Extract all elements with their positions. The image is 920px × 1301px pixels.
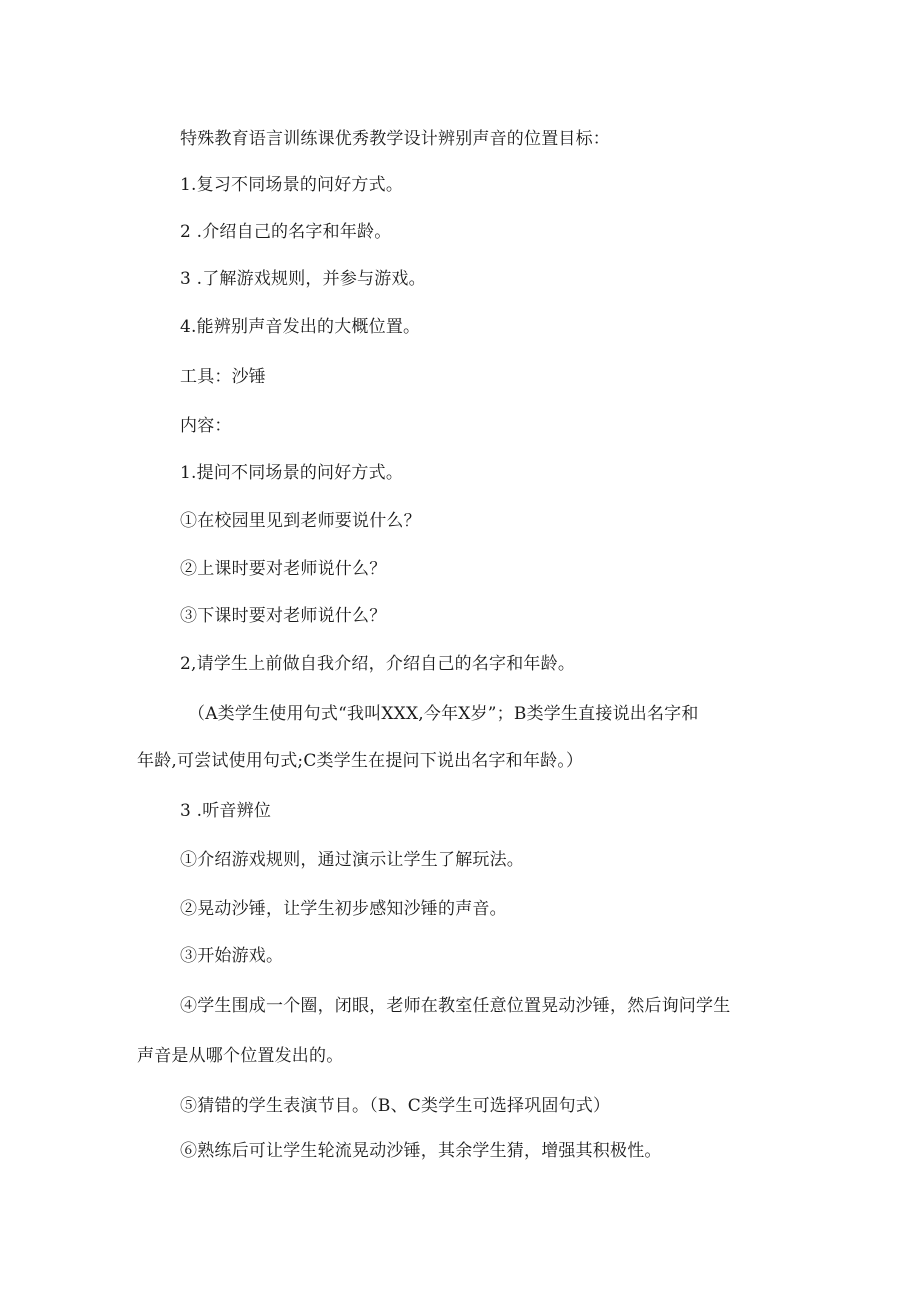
goal-item-2: 2 .介绍自己的名字和年龄。 <box>180 222 392 242</box>
section1-heading: 1.提问不同场景的问好方式。 <box>180 463 404 483</box>
section3-item-1: ①介绍游戏规则，通过演示让学生了解玩法。 <box>180 850 524 870</box>
section2-note-line2: 年龄,可尝试使用句式;C类学生在提问下说出名字和年龄。） <box>137 751 584 771</box>
document-title: 特殊教育语言训练课优秀教学设计辨别声音的位置目标： <box>180 129 610 149</box>
section2-heading: 2,请学生上前做自我介绍，介绍自己的名字和年龄。 <box>180 654 576 674</box>
section3-item-5: ⑤猜错的学生表演节目。（B、C类学生可选择巩固句式） <box>180 1096 611 1116</box>
section1-item-2: ②上课时要对老师说什么？ <box>180 559 387 579</box>
section1-item-1: ①在校园里见到老师要说什么？ <box>180 511 421 531</box>
section2-note-line1: （A类学生使用句式“我叫XXX,今年X岁”；B类学生直接说出名字和 <box>188 704 699 724</box>
goal-item-4: 4.能辨别声音发出的大概位置。 <box>180 317 421 337</box>
content-heading: 内容： <box>180 416 232 436</box>
section3-item-3: ③开始游戏。 <box>180 946 284 966</box>
section3-item-6: ⑥熟练后可让学生轮流晃动沙锤，其余学生猜，增强其积极性。 <box>180 1141 662 1161</box>
goal-item-1: 1.复习不同场景的问好方式。 <box>180 175 404 195</box>
section3-item-4-line1: ④学生围成一个圈，闭眼，老师在教室任意位置晃动沙锤，然后询问学生 <box>180 996 731 1016</box>
goal-item-3: 3 .了解游戏规则，并参与游戏。 <box>180 269 426 289</box>
section3-item-4-line2: 声音是从哪个位置发出的。 <box>137 1046 344 1066</box>
section3-item-2: ②晃动沙锤，让学生初步感知沙锤的声音。 <box>180 899 507 919</box>
section1-item-3: ③下课时要对老师说什么？ <box>180 606 387 626</box>
section3-heading: 3 .听音辨位 <box>180 801 272 821</box>
tools-line: 工具：沙锤 <box>180 367 266 387</box>
